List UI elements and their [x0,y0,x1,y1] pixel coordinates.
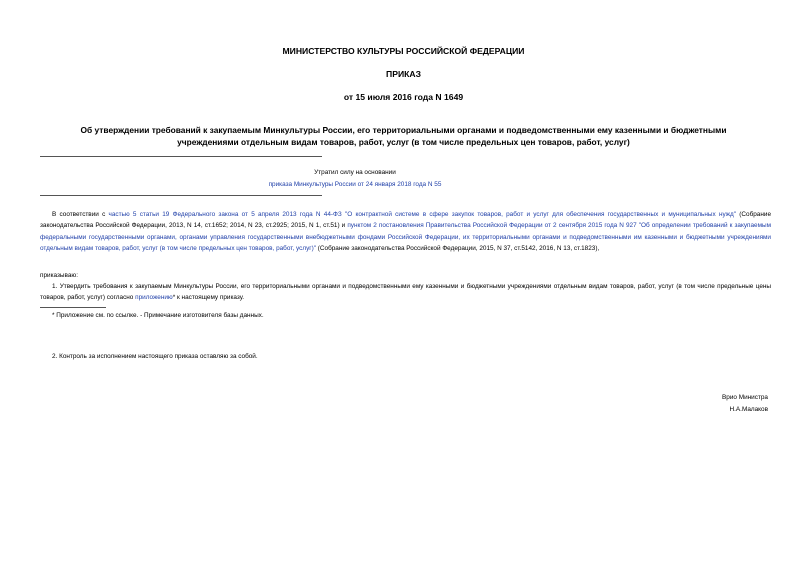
order-item-1-text: 1. Утвердить требования к закупаемым Минкультуры России, его территориальными органами и подведомственными ему казенными и бюджетными учреждениями отдельным видам товаров, работ, услуг (в том числе предельные цены товаров, работ, услуг) согласно [40,283,771,302]
lost-force-link[interactable]: приказа Минкультуры России от 24 января 2018 года N 55 [268,181,442,188]
preamble-text-3: (Собрание законодательства Российской Федерации, 2015, N 37, ст.5142, 2016, N 13, ст.1823), [316,245,600,253]
preamble-text-1: В соответствии с [52,211,109,218]
divider-top [40,156,322,157]
signatory-name: Н.А.Малаков [729,406,768,413]
ministry-name: МИНИСТЕРСТВО КУЛЬТУРЫ РОССИЙСКОЙ ФЕДЕРАЦИИ [282,46,525,56]
document-title-line-1: Об утверждении требований к закупаемым Минкультуры России, его территориальными органами и подведомственными ему казенными и бюджетными [80,125,727,135]
government-resolution-link[interactable]: пунктом 2 постановления Правительства Российской Федерации от 2 сентября 2015 года N 927 "Об определении требований к закупаемым федеральными государственными органами, органами управления государственными внебюджетными фондами Российской Федерации, их территориальными органами и подведомственными им казенными и бюджетными учреждениями отдельным видам товаров, работ, услуг (в том числе предельных цен товаров, работ, услуг)" [40,222,771,253]
document-title [0,124,807,148]
order-item-1 [40,281,771,304]
preamble-text-2: (Собрание законодательства Российской Федерации, 2013, N 14, ст.1652; 2014, N 23, ст.2925; 2015, N 1, ст.51) и [40,211,771,230]
divider-bottom [40,195,322,196]
footnote-text: * Приложение см. по ссылке. - Примечание изготовителя базы данных. [52,312,264,319]
document-title-line-2: учреждениями отдельным видам товаров, работ, услуг (в том числе предельных цен товаров, работ, услуг) [177,137,630,147]
preamble-paragraph [40,209,771,255]
signatory-position: Врио Министра [722,394,768,401]
order-item-1-tail: * к настоящему приказу. [172,294,245,302]
document-type: ПРИКАЗ [386,69,421,79]
document-date-number: от 15 июля 2016 года N 1649 [343,92,464,102]
federal-law-link[interactable]: частью 5 статьи 19 Федерального закона от 5 апреля 2013 года N 44-ФЗ "О контрактной системе в сфере закупок товаров, работ и услуг для обеспечения государственных и муниципальных нужд" [108,211,737,218]
order-item-2: 2. Контроль за исполнением настоящего приказа оставляю за собой. [52,353,258,360]
footnote-divider [40,307,106,308]
appendix-link[interactable]: приложению [135,294,173,302]
lost-force-label: Утратил силу на основании [314,169,396,176]
order-verb: приказываю: [40,272,78,279]
